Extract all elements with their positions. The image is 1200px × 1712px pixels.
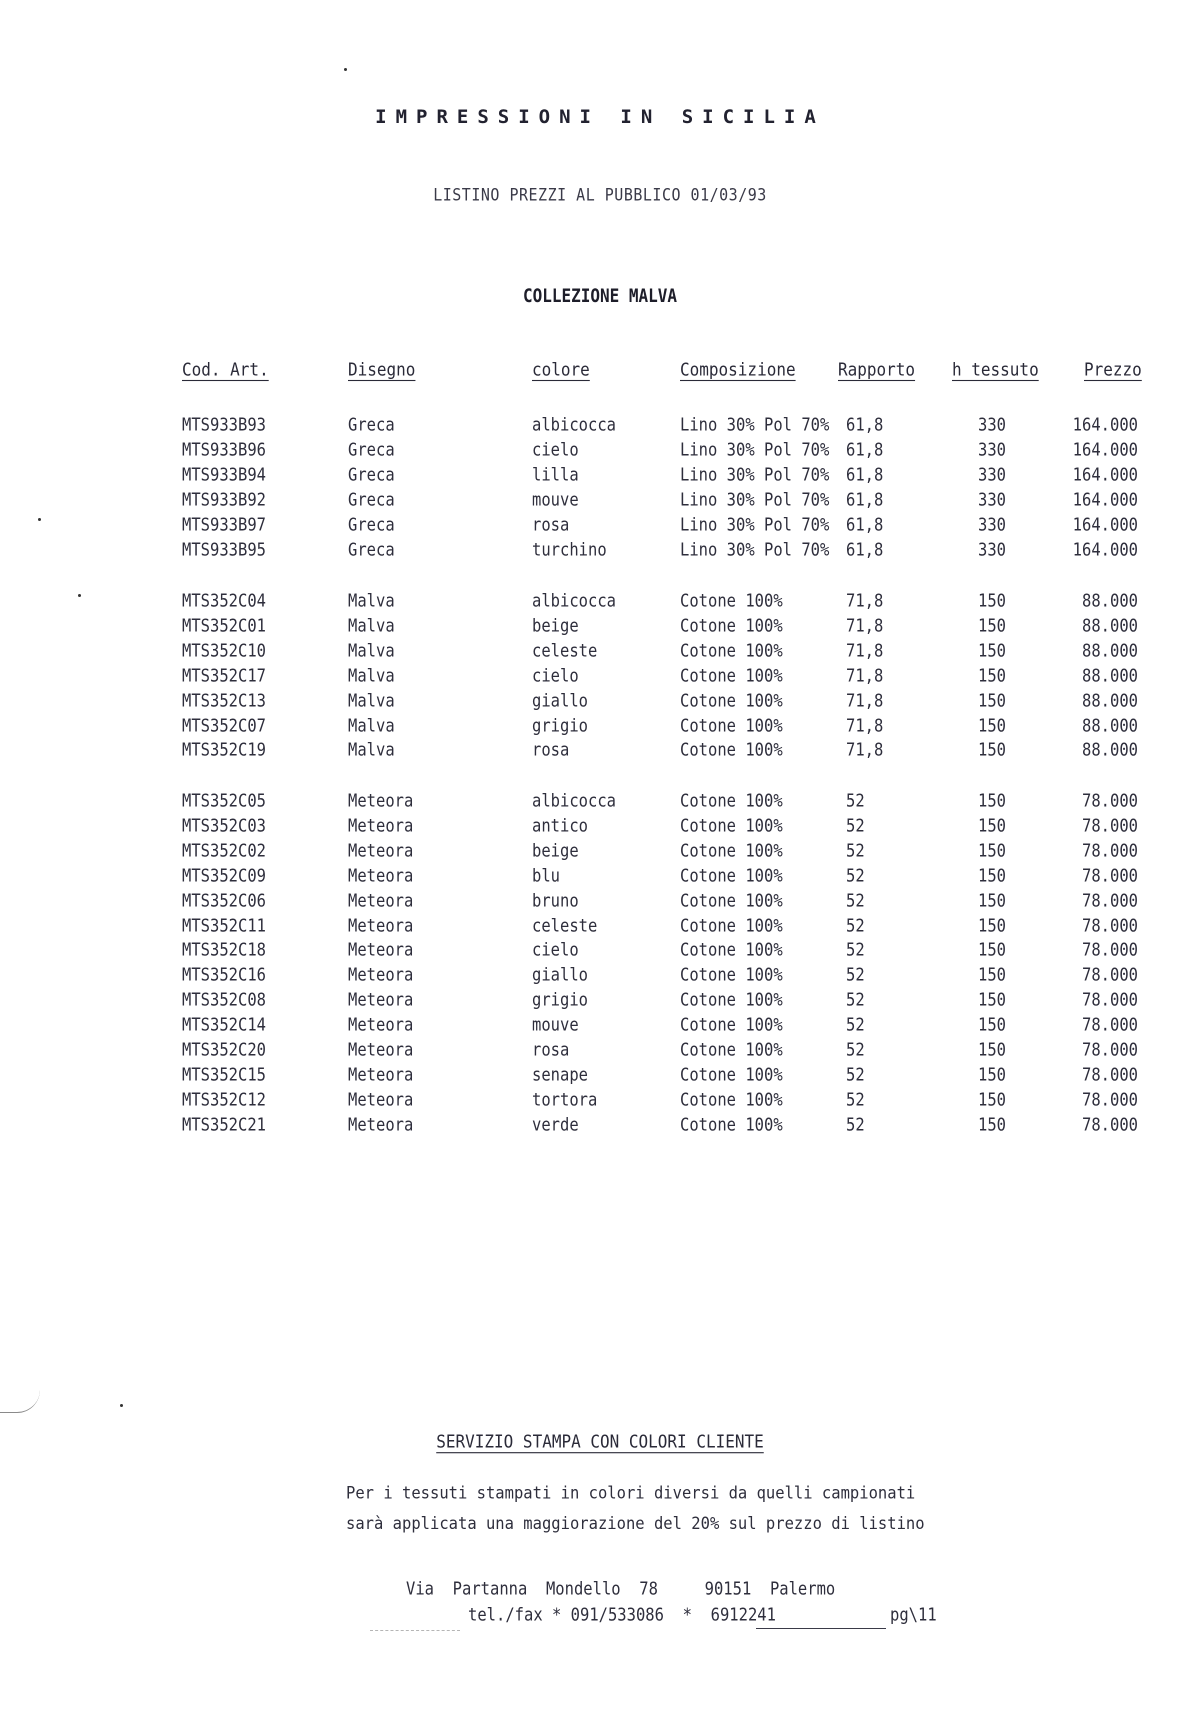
cell-ratio: 52 [846,915,865,936]
cell-ratio: 71,8 [846,740,884,761]
table-row [0,441,1200,465]
cell-fabric-height: 150 [978,1039,1006,1061]
cell-ratio: 71,8 [846,615,884,636]
header-fabric-height: h tessuto [952,359,1039,380]
cell-code: MTS352C01 [182,615,266,636]
cell-code: MTS933B95 [182,539,266,560]
table-row [0,1066,1200,1090]
cell-price: 78.000 [1082,1015,1138,1036]
cell-price: 164.000 [1072,489,1138,510]
cell-fabric-height: 150 [978,690,1006,711]
cell-code: MTS352C14 [182,1015,266,1036]
cell-ratio: 61,8 [846,514,884,535]
table-row [0,842,1200,866]
cell-ratio: 61,8 [846,539,884,560]
cell-color: celeste [532,640,598,661]
cell-price: 78.000 [1082,990,1138,1011]
cell-design: Malva [348,615,395,636]
cell-color: mouve [532,1015,579,1036]
cell-ratio: 52 [846,890,865,911]
price-list-subtitle: LISTINO PREZZI AL PUBBLICO 01/03/93 [433,184,767,206]
cell-fabric-height: 330 [978,514,1006,535]
cell-code: MTS352C04 [182,590,266,612]
service-description [346,1478,925,1538]
cell-composition: Lino 30% Pol 70% [680,539,830,560]
cell-color: grigio [532,990,588,1011]
cell-fabric-height: 150 [978,990,1006,1011]
cell-price: 78.000 [1082,890,1138,911]
cell-ratio: 61,8 [846,464,884,485]
scan-speck [120,1404,123,1407]
cell-price: 78.000 [1082,965,1138,986]
cell-color: blu [532,865,560,886]
cell-color: antico [532,815,588,836]
cell-code: MTS352C11 [182,915,266,936]
cell-code: MTS352C17 [182,665,266,686]
cell-color: cielo [532,439,579,460]
cell-fabric-height: 150 [978,1114,1006,1135]
cell-design: Malva [348,590,395,612]
cell-fabric-height: 150 [978,665,1006,686]
signature-line [756,1628,886,1629]
cell-design: Meteora [348,865,414,886]
cell-design: Meteora [348,840,414,861]
header-design: Disegno [348,359,416,380]
table-row [0,491,1200,515]
cell-composition: Cotone 100% [680,665,783,686]
cell-composition: Cotone 100% [680,1039,783,1061]
cell-price: 164.000 [1072,439,1138,460]
cell-color: beige [532,615,579,636]
cell-code: MTS352C21 [182,1114,266,1135]
cell-price: 78.000 [1082,940,1138,961]
table-row [0,592,1200,616]
cell-code: MTS352C05 [182,790,266,812]
cell-ratio: 71,8 [846,715,884,736]
cell-fabric-height: 150 [978,940,1006,961]
company-title: IMPRESSIONI IN SICILIA [375,106,825,128]
cell-design: Greca [348,464,395,485]
table-row [0,1116,1200,1140]
cell-code: MTS352C07 [182,715,266,736]
cell-price: 88.000 [1082,715,1138,736]
cell-design: Meteora [348,815,414,836]
cell-fabric-height: 150 [978,915,1006,936]
cell-design: Meteora [348,1015,414,1036]
cell-price: 78.000 [1082,1114,1138,1135]
table-row [0,1016,1200,1040]
cell-ratio: 71,8 [846,590,884,612]
table-row [0,642,1200,666]
header-ratio: Rapporto [838,359,916,380]
cell-price: 88.000 [1082,640,1138,661]
cell-color: tortora [532,1089,598,1110]
scan-mark [370,1630,460,1631]
cell-price: 78.000 [1082,815,1138,836]
table-row [0,867,1200,891]
cell-composition: Cotone 100% [680,790,783,812]
cell-design: Greca [348,489,395,510]
cell-fabric-height: 150 [978,1015,1006,1036]
cell-composition: Cotone 100% [680,640,783,661]
cell-design: Greca [348,514,395,535]
cell-design: Malva [348,740,395,761]
table-row [0,991,1200,1015]
cell-composition: Lino 30% Pol 70% [680,514,830,535]
table-row [0,741,1200,765]
cell-design: Meteora [348,1064,414,1085]
cell-code: MTS352C20 [182,1039,266,1061]
cell-price: 78.000 [1082,865,1138,886]
cell-color: albicocca [532,590,616,612]
cell-ratio: 61,8 [846,414,884,436]
cell-composition: Lino 30% Pol 70% [680,464,830,485]
cell-price: 78.000 [1082,915,1138,936]
table-row [0,466,1200,490]
cell-fabric-height: 330 [978,439,1006,460]
cell-composition: Cotone 100% [680,865,783,886]
cell-code: MTS352C09 [182,865,266,886]
table-row [0,617,1200,641]
cell-composition: Cotone 100% [680,615,783,636]
cell-composition: Cotone 100% [680,990,783,1011]
cell-code: MTS352C12 [182,1089,266,1110]
cell-price: 78.000 [1082,1039,1138,1061]
cell-color: cielo [532,940,579,961]
cell-code: MTS352C02 [182,840,266,861]
cell-ratio: 52 [846,1015,865,1036]
cell-price: 88.000 [1082,740,1138,761]
table-row [0,1041,1200,1065]
cell-design: Meteora [348,1039,414,1061]
cell-composition: Cotone 100% [680,715,783,736]
cell-fabric-height: 150 [978,790,1006,812]
cell-code: MTS352C03 [182,815,266,836]
cell-code: MTS352C13 [182,690,266,711]
cell-code: MTS933B93 [182,414,266,436]
header-price: Prezzo [1084,359,1142,380]
collection-title: COLLEZIONE MALVA [522,284,678,307]
cell-color: bruno [532,890,579,911]
cell-color: rosa [532,514,570,535]
cell-composition: Cotone 100% [680,940,783,961]
scan-speck [38,518,41,521]
cell-design: Malva [348,640,395,661]
cell-design: Meteora [348,890,414,911]
cell-fabric-height: 150 [978,590,1006,612]
table-row [0,966,1200,990]
cell-ratio: 52 [846,1039,865,1061]
table-row [0,941,1200,965]
cell-composition: Cotone 100% [680,890,783,911]
cell-price: 78.000 [1082,840,1138,861]
company-address: Via Partanna Mondello 78 90151 Palermo [406,1578,836,1600]
cell-color: celeste [532,915,598,936]
cell-ratio: 52 [846,1089,865,1110]
cell-price: 78.000 [1082,1089,1138,1110]
cell-code: MTS352C10 [182,640,266,661]
cell-ratio: 71,8 [846,640,884,661]
cell-ratio: 61,8 [846,489,884,510]
cell-price: 164.000 [1072,514,1138,535]
cell-fabric-height: 150 [978,840,1006,861]
cell-code: MTS352C19 [182,740,266,761]
table-row [0,917,1200,941]
cell-composition: Cotone 100% [680,1089,783,1110]
cell-color: mouve [532,489,579,510]
cell-composition: Lino 30% Pol 70% [680,414,830,436]
cell-fabric-height: 150 [978,1089,1006,1110]
cell-design: Greca [348,439,395,460]
cell-fabric-height: 330 [978,489,1006,510]
cell-design: Meteora [348,1114,414,1135]
cell-color: grigio [532,715,588,736]
cell-color: cielo [532,665,579,686]
cell-design: Meteora [348,790,414,812]
cell-ratio: 52 [846,840,865,861]
cell-price: 164.000 [1072,464,1138,485]
cell-fabric-height: 150 [978,965,1006,986]
cell-ratio: 52 [846,990,865,1011]
cell-fabric-height: 150 [978,615,1006,636]
cell-fabric-height: 150 [978,740,1006,761]
table-row [0,1091,1200,1115]
cell-code: MTS352C16 [182,965,266,986]
scan-speck [344,68,347,71]
cell-composition: Cotone 100% [680,915,783,936]
header-code: Cod. Art. [182,359,269,380]
cell-ratio: 52 [846,965,865,986]
cell-ratio: 52 [846,865,865,886]
cell-composition: Lino 30% Pol 70% [680,489,830,510]
cell-color: verde [532,1114,579,1135]
service-title: SERVIZIO STAMPA CON COLORI CLIENTE [436,1430,764,1453]
cell-design: Meteora [348,940,414,961]
cell-price: 88.000 [1082,690,1138,711]
cell-design: Greca [348,539,395,560]
cell-price: 164.000 [1072,414,1138,436]
cell-design: Malva [348,665,395,686]
cell-design: Malva [348,715,395,736]
table-row [0,667,1200,691]
cell-price: 78.000 [1082,1064,1138,1085]
cell-composition: Cotone 100% [680,690,783,711]
cell-composition: Cotone 100% [680,1114,783,1135]
cell-fabric-height: 150 [978,815,1006,836]
cell-price: 88.000 [1082,590,1138,612]
cell-color: giallo [532,690,588,711]
table-row [0,892,1200,916]
cell-color: giallo [532,965,588,986]
cell-fabric-height: 330 [978,539,1006,560]
cell-design: Meteora [348,1089,414,1110]
header-color: colore [532,359,590,380]
cell-fabric-height: 330 [978,464,1006,485]
table-row [0,817,1200,841]
table-row [0,416,1200,440]
table-row [0,541,1200,565]
cell-color: rosa [532,740,570,761]
cell-color: senape [532,1064,588,1085]
cell-code: MTS933B96 [182,439,266,460]
cell-color: rosa [532,1039,570,1061]
cell-fabric-height: 150 [978,865,1006,886]
cell-ratio: 52 [846,940,865,961]
cell-code: MTS352C18 [182,940,266,961]
cell-composition: Lino 30% Pol 70% [680,439,830,460]
cell-ratio: 52 [846,790,865,812]
cell-price: 88.000 [1082,615,1138,636]
cell-design: Malva [348,690,395,711]
cell-ratio: 52 [846,1114,865,1135]
table-row [0,792,1200,816]
table-row [0,717,1200,741]
cell-code: MTS933B94 [182,464,266,485]
cell-color: albicocca [532,414,616,436]
cell-color: lilla [532,464,579,485]
table-row [0,692,1200,716]
cell-code: MTS933B97 [182,514,266,535]
cell-ratio: 71,8 [846,690,884,711]
scan-mark [0,1390,40,1413]
cell-fabric-height: 330 [978,414,1006,436]
cell-fabric-height: 150 [978,1064,1006,1085]
cell-fabric-height: 150 [978,715,1006,736]
service-line-1: Per i tessuti stampati in colori diversi da quelli campionati [346,1483,916,1503]
cell-fabric-height: 150 [978,890,1006,911]
cell-composition: Cotone 100% [680,1064,783,1085]
service-line-2: sarà applicata una maggiorazione del 20% sul prezzo di listino [346,1513,925,1534]
cell-design: Meteora [348,990,414,1011]
cell-composition: Cotone 100% [680,840,783,861]
cell-fabric-height: 150 [978,640,1006,661]
cell-ratio: 71,8 [846,665,884,686]
cell-code: MTS352C08 [182,990,266,1011]
cell-design: Meteora [348,915,414,936]
cell-composition: Cotone 100% [680,815,783,836]
cell-color: turchino [532,539,607,560]
company-phone: tel./fax * 091/533086 * 6912241 [468,1604,776,1626]
cell-design: Greca [348,414,395,436]
cell-ratio: 61,8 [846,439,884,460]
scan-speck [78,594,81,597]
cell-ratio: 52 [846,1064,865,1085]
cell-composition: Cotone 100% [680,1015,783,1036]
cell-composition: Cotone 100% [680,590,783,612]
header-composition: Composizione [680,359,796,380]
cell-price: 164.000 [1072,539,1138,560]
cell-code: MTS933B92 [182,489,266,510]
cell-design: Meteora [348,965,414,986]
cell-price: 88.000 [1082,665,1138,686]
cell-color: beige [532,840,579,861]
cell-code: MTS352C06 [182,890,266,911]
cell-ratio: 52 [846,815,865,836]
page-number: pg\11 [890,1604,937,1626]
cell-price: 78.000 [1082,790,1138,812]
table-row [0,516,1200,540]
cell-composition: Cotone 100% [680,740,783,761]
cell-code: MTS352C15 [182,1064,266,1085]
cell-color: albicocca [532,790,616,812]
cell-composition: Cotone 100% [680,965,783,986]
